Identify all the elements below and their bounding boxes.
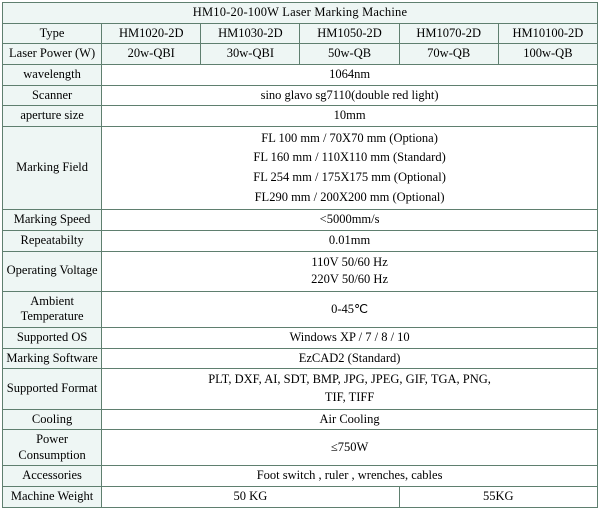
column-header-type: Type: [3, 23, 102, 44]
table-row: [3, 409, 598, 430]
scanner-value: sino glavo sg7110(double red light): [102, 85, 598, 106]
row-label-supported-os: Supported OS: [3, 328, 102, 349]
table-row: [3, 348, 598, 369]
supported-format-line-1: PLT, DXF, AI, SDT, BMP, JPG, JPEG, GIF, TGA, PNG,: [208, 372, 491, 387]
table-row: [3, 106, 598, 127]
marking-software-value: EzCAD2 (Standard): [102, 348, 598, 369]
power-consumption-value: ≤750W: [102, 430, 598, 466]
repeatability-value: 0.01mm: [102, 230, 598, 251]
page-title: HM10-20-100W Laser Marking Machine: [3, 3, 598, 24]
row-label-laser-power: Laser Power (W): [3, 44, 102, 65]
table-row: [3, 430, 598, 466]
wavelength-value: 1064nm: [102, 64, 598, 85]
laser-power-value-4: 70w-QB: [399, 44, 498, 65]
accessories-value: Foot switch , ruler , wrenches, cables: [102, 466, 598, 487]
laser-power-value-2: 30w-QBI: [201, 44, 300, 65]
operating-voltage-option-2: 220V 50/60 Hz: [311, 272, 388, 287]
table-row: [3, 64, 598, 85]
supported-os-value: Windows XP / 7 / 8 / 10: [102, 328, 598, 349]
table-row: [3, 487, 598, 508]
laser-power-value-5: 100w-QB: [498, 44, 597, 65]
cooling-value: Air Cooling: [102, 409, 598, 430]
laser-power-value-1: 20w-QBI: [102, 44, 201, 65]
model-header-2: HM1030-2D: [201, 23, 300, 44]
row-label-marking-field: Marking Field: [3, 126, 102, 210]
marking-field-option-1: FL 100 mm / 70X70 mm (Optiona): [261, 130, 438, 145]
row-label-operating-voltage: Operating Voltage: [3, 251, 102, 291]
row-label-scanner: Scanner: [3, 85, 102, 106]
ambient-temperature-value: 0-45℃: [102, 291, 598, 327]
spec-sheet-page: [0, 2, 600, 503]
row-label-marking-speed: Marking Speed: [3, 210, 102, 231]
row-label-cooling: Cooling: [3, 409, 102, 430]
table-row: [3, 85, 598, 106]
model-header-1: HM1020-2D: [102, 23, 201, 44]
table-row: [3, 210, 598, 231]
table-row: [3, 251, 598, 291]
table-row: [3, 291, 598, 327]
row-label-accessories: Accessories: [3, 466, 102, 487]
row-label-wavelength: wavelength: [3, 64, 102, 85]
laser-power-value-3: 50w-QB: [300, 44, 399, 65]
marking-speed-value: <5000mm/s: [102, 210, 598, 231]
model-header-4: HM1070-2D: [399, 23, 498, 44]
table-row: [3, 44, 598, 65]
marking-field-option-3: FL 254 mm / 175X175 mm (Optional): [253, 170, 446, 184]
model-header-5: HM10100-2D: [498, 23, 597, 44]
marking-field-option-2: FL 160 mm / 110X110 mm (Standard): [253, 150, 446, 165]
supported-format-line-2: TIF, TIFF: [324, 389, 375, 404]
row-label-supported-format: Supported Format: [3, 369, 102, 409]
supported-format-values: [102, 369, 598, 409]
row-label-repeatability: Repeatabilty: [3, 230, 102, 251]
specification-table: [2, 2, 598, 508]
table-header-row: [3, 23, 598, 44]
machine-weight-value-2: 55KG: [399, 487, 597, 508]
model-header-3: HM1050-2D: [300, 23, 399, 44]
machine-weight-value-1: 50 KG: [102, 487, 399, 508]
table-row: [3, 369, 598, 409]
table-row: [3, 328, 598, 349]
table-title-row: [3, 3, 598, 24]
row-label-aperture-size: aperture size: [3, 106, 102, 127]
row-label-machine-weight: Machine Weight: [3, 487, 102, 508]
table-row: [3, 466, 598, 487]
row-label-power-consumption: Power Consumption: [3, 430, 102, 466]
marking-field-option-4: FL290 mm / 200X200 mm (Optional): [254, 189, 445, 204]
row-label-marking-software: Marking Software: [3, 348, 102, 369]
table-row: [3, 230, 598, 251]
marking-field-values: [102, 126, 598, 210]
table-row: [3, 126, 598, 210]
operating-voltage-values: [102, 251, 598, 291]
aperture-size-value: 10mm: [102, 106, 598, 127]
row-label-ambient-temperature: Ambient Temperature: [3, 291, 102, 327]
operating-voltage-option-1: 110V 50/60 Hz: [311, 254, 388, 269]
